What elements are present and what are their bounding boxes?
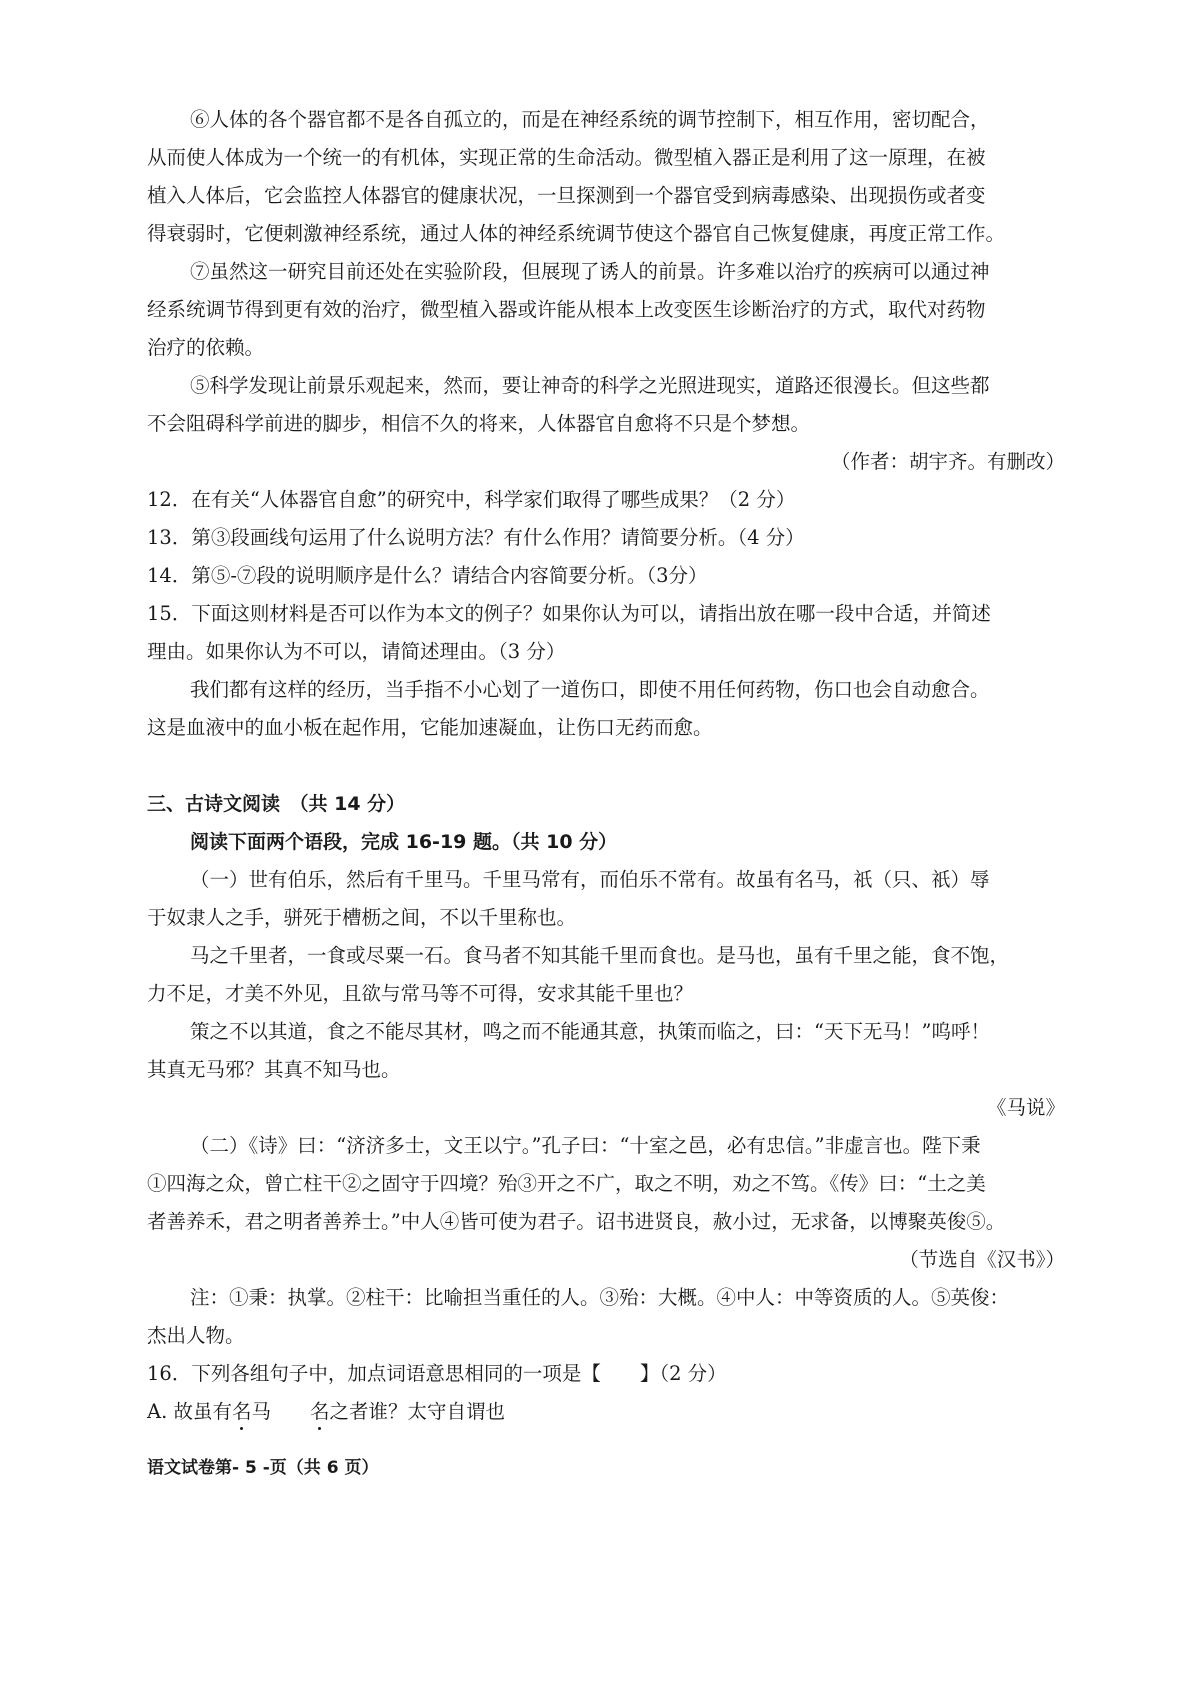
para7-line3: 治疗的依赖。	[147, 336, 265, 359]
para5-line2: 不会阻碍科学前进的脚步，相信不久的将来，人体器官自愈将不只是个梦想。	[147, 412, 811, 435]
material-line1: 我们都有这样的经历，当手指不小心划了一道伤口，即使不用任何药物，伤口也会自动愈合。	[190, 678, 990, 701]
option-a-prefix: A. 故虽有	[147, 1400, 232, 1423]
material-line2: 这是血液中的血小板在起作用，它能加速凝血，让伤口无药而愈。	[147, 716, 713, 739]
para6-line3: 植入人体后，它会监控人体器官的健康状况，一旦探测到一个器官受到病毒感染、出现损伤或者变	[147, 184, 986, 207]
option-a-dotted-word-2: 名	[310, 1400, 330, 1423]
text2-source: （节选自《汉书》）	[899, 1248, 1065, 1271]
question-12: 12．在有关“人体器官自愈”的研究中，科学家们取得了哪些成果？（2 分）	[147, 488, 796, 511]
text1-line1: （一）世有伯乐，然后有千里马。千里马常有，而伯乐不常有。故虽有名马，祇（只、祇）辱	[190, 868, 990, 891]
option-a-suffix: 之者谁？太守自谓也	[329, 1400, 506, 1423]
para5-line1: ⑤科学发现让前景乐观起来，然而，要让神奇的科学之光照进现实，道路还很漫长。但这些都	[190, 374, 990, 397]
section3-heading: 三、古诗文阅读 （共 14 分）	[147, 793, 406, 815]
text2-line1: （二）《诗》曰：“济济多士，文王以宁。”孔子曰：“十室之邑，必有忠信。”非虚言也。陛下秉	[190, 1134, 981, 1157]
text1b-line1: 马之千里者，一食或尽粟一石。食马者不知其能千里而食也。是马也，虽有千里之能，食不饱，	[190, 944, 1010, 967]
question-14: 14．第⑤-⑦段的说明顺序是什么？请结合内容简要分析。（3分）	[147, 564, 708, 587]
question-15-line1: 15．下面这则材料是否可以作为本文的例子？如果你认为可以，请指出放在哪一段中合适，并简述	[147, 602, 991, 625]
para6-line2: 从而使人体成为一个统一的有机体，实现正常的生命活动。微型植入器正是利用了这一原理，在被	[147, 146, 986, 169]
text1c-line2: 其真无马邪？其真不知马也。	[147, 1058, 401, 1081]
section3-instruction: 阅读下面两个语段，完成 16-19 题。（共 10 分）	[190, 831, 618, 853]
text1-line2: 于奴隶人之手，骈死于槽枥之间，不以千里称也。	[147, 906, 577, 929]
notes-line2: 杰出人物。	[147, 1324, 245, 1347]
page-footer: 语文试卷第- 5 -页（共 6 页）	[147, 1458, 379, 1478]
question-16: 16．下列各组句子中，加点词语意思相同的一项是【 】（2 分）	[147, 1362, 727, 1385]
text2-line2: ①四海之众，曾亡柱干②之固守于四境？殆③开之不广，取之不明，劝之不笃。《传》曰：“土之美	[147, 1172, 986, 1195]
text1c-line1: 策之不以其道，食之不能尽其材，鸣之而不能通其意，执策而临之，曰：“天下无马！”呜呼！	[190, 1020, 990, 1043]
para6-line1: ⑥人体的各个器官都不是各自孤立的，而是在神经系统的调节控制下，相互作用，密切配合，	[190, 108, 990, 131]
question-15-line2: 理由。如果你认为不可以，请简述理由。（3 分）	[147, 640, 566, 663]
text1b-line2: 力不足，才美不外见，且欲与常马等不可得，安求其能千里也？	[147, 982, 694, 1005]
para6-line4: 得衰弱时，它便刺激神经系统，通过人体的神经系统调节使这个器官自己恢复健康，再度正常工作。	[147, 222, 1006, 245]
para7-line2: 经系统调节得到更有效的治疗，微型植入器或许能从根本上改变医生诊断治疗的方式，取代对药物	[147, 298, 986, 321]
option-a-dotted-word-1: 名	[231, 1400, 252, 1423]
option-a-middle: 马	[251, 1400, 311, 1423]
notes-line1: 注：①秉：执掌。②柱干：比喻担当重任的人。③殆：大概。④中人：中等资质的人。⑤英俊：	[190, 1286, 1010, 1309]
passage-source: （作者：胡宇齐。有删改）	[830, 450, 1065, 473]
para7-line1: ⑦虽然这一研究目前还处在实验阶段，但展现了诱人的前景。许多难以治疗的疾病可以通过神	[190, 260, 990, 283]
text2-line3: 者善养禾，君之明者善养士。”中人④皆可使为君子。诏书进贤良，赦小过，无求备，以博聚英俊⑤。	[147, 1210, 1006, 1233]
question-13: 13．第③段画线句运用了什么说明方法？有什么作用？请简要分析。（4 分）	[147, 526, 805, 549]
question-16-option-a	[147, 1398, 1067, 1426]
text1-source: 《马说》	[986, 1096, 1065, 1119]
